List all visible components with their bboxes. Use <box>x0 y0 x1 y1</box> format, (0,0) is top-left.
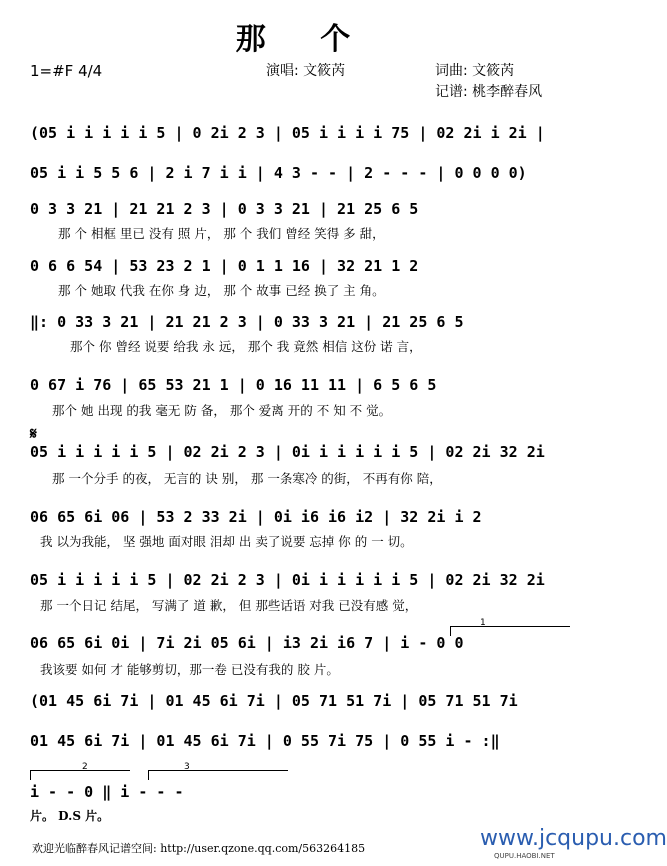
lyrics-line-10: 我该要 如何 才 能够剪切，那一卷 已没有我的 胶 片。 <box>40 662 339 677</box>
score-line-13: i - - 0 ‖ i - - - <box>30 783 184 801</box>
footer-text: 欢迎光临醉春风记谱空间: http://user.qzone.qq.com/563264185 <box>32 842 366 855</box>
transcriber-credit: 记谱: 桃李醉春风 <box>435 84 543 100</box>
score-line-2: 05 i i 5 5 6 | 2 i 7 i i | 4 3 - - | 2 - - - | 0 0 0 0) <box>30 164 527 182</box>
first-ending-bracket <box>450 626 570 627</box>
second-ending-tick <box>30 770 31 780</box>
score-line-8: 06 65 6i 06 | 53 2 33 2i | 0i i6 i6 i2 | 32 2i i 2 <box>30 508 482 526</box>
score-line-9: 05 i i i i i 5 | 02 2i 2 3 | 0i i i i i i 5 | 02 2i 32 2i <box>30 571 545 589</box>
lyrics-line-7: 那 一个分手 的夜， 无言的 诀 别， 那 一条寒冷 的街， 不再有你 陪， <box>52 471 442 486</box>
site-logo: www.jcqupu.com <box>480 826 667 851</box>
score-line-1: (05 i i i i i 5 | 0 2i 2 3 | 05 i i i i 75 | 02 2i i 2i | <box>30 124 545 142</box>
third-ending-tick <box>148 770 149 780</box>
third-ending-number: 3 <box>184 762 190 772</box>
lyrics-line-3: 那 个 相框 里已 没有 照 片， 那 个 我们 曾经 笑得 多 甜， <box>58 226 385 241</box>
score-line-7: 05 i i i i i 5 | 02 2i 2 3 | 0i i i i i i 5 | 02 2i 32 2i <box>30 443 545 461</box>
score-line-3: 0 3 3 21 | 21 21 2 3 | 0 3 3 21 | 21 25 6 5 <box>30 200 419 218</box>
score-line-11: (01 45 6i 7i | 01 45 6i 7i | 05 71 51 7i | 05 71 51 7i <box>30 692 518 710</box>
composer-credit: 词曲: 文筱芮 <box>435 63 515 79</box>
song-title: 那 个 <box>235 22 373 57</box>
lyrics-line-13: 片。 D.S 片。 <box>30 809 110 823</box>
third-ending-bracket <box>148 770 288 771</box>
first-ending-number: 1 <box>480 618 486 628</box>
singer-credit: 演唱: 文筱芮 <box>266 63 346 79</box>
lyrics-line-4: 那 个 她取 代我 在你 身 边， 那 个 故事 已经 换了 主 角。 <box>58 283 385 298</box>
lyrics-line-5: 那个 你 曾经 说要 给我 永 远， 那个 我 竟然 相信 这份 诺 言， <box>70 339 422 354</box>
score-line-6: 0 67 i 76 | 65 53 21 1 | 0 16 11 11 | 6 5 6 5 <box>30 376 437 394</box>
score-line-10: 06 65 6i 0i | 7i 2i 05 6i | i3 2i i6 7 | i - 0 0 <box>30 634 464 652</box>
second-ending-bracket <box>30 770 130 771</box>
score-line-12: 01 45 6i 7i | 01 45 6i 7i | 0 55 7i 75 | 0 55 i - :‖ <box>30 732 500 750</box>
segno-sign: 𝄋 <box>30 424 37 443</box>
second-ending-number: 2 <box>82 762 88 772</box>
score-line-4: 0 6 6 54 | 53 23 2 1 | 0 1 1 16 | 32 21 1 2 <box>30 257 419 275</box>
score-line-5: ‖: 0 33 3 21 | 21 21 2 3 | 0 33 3 21 | 21 25 6 5 <box>30 313 464 331</box>
lyrics-line-9: 那 一个日记 结尾， 写满了 道 歉， 但 那些话语 对我 已没有感 觉， <box>40 598 418 613</box>
site-logo-sub: QUPU.HAOBI.NET <box>494 852 555 860</box>
key-signature: 1=#F 4/4 <box>30 62 103 80</box>
lyrics-line-8: 我 以为我能， 坚 强地 面对眼 泪却 出 卖了说要 忘掉 你 的 一 切。 <box>40 534 413 549</box>
lyrics-line-6: 那个 她 出现 的我 毫无 防 备， 那个 爱离 开的 不 知 不 觉。 <box>52 403 392 418</box>
